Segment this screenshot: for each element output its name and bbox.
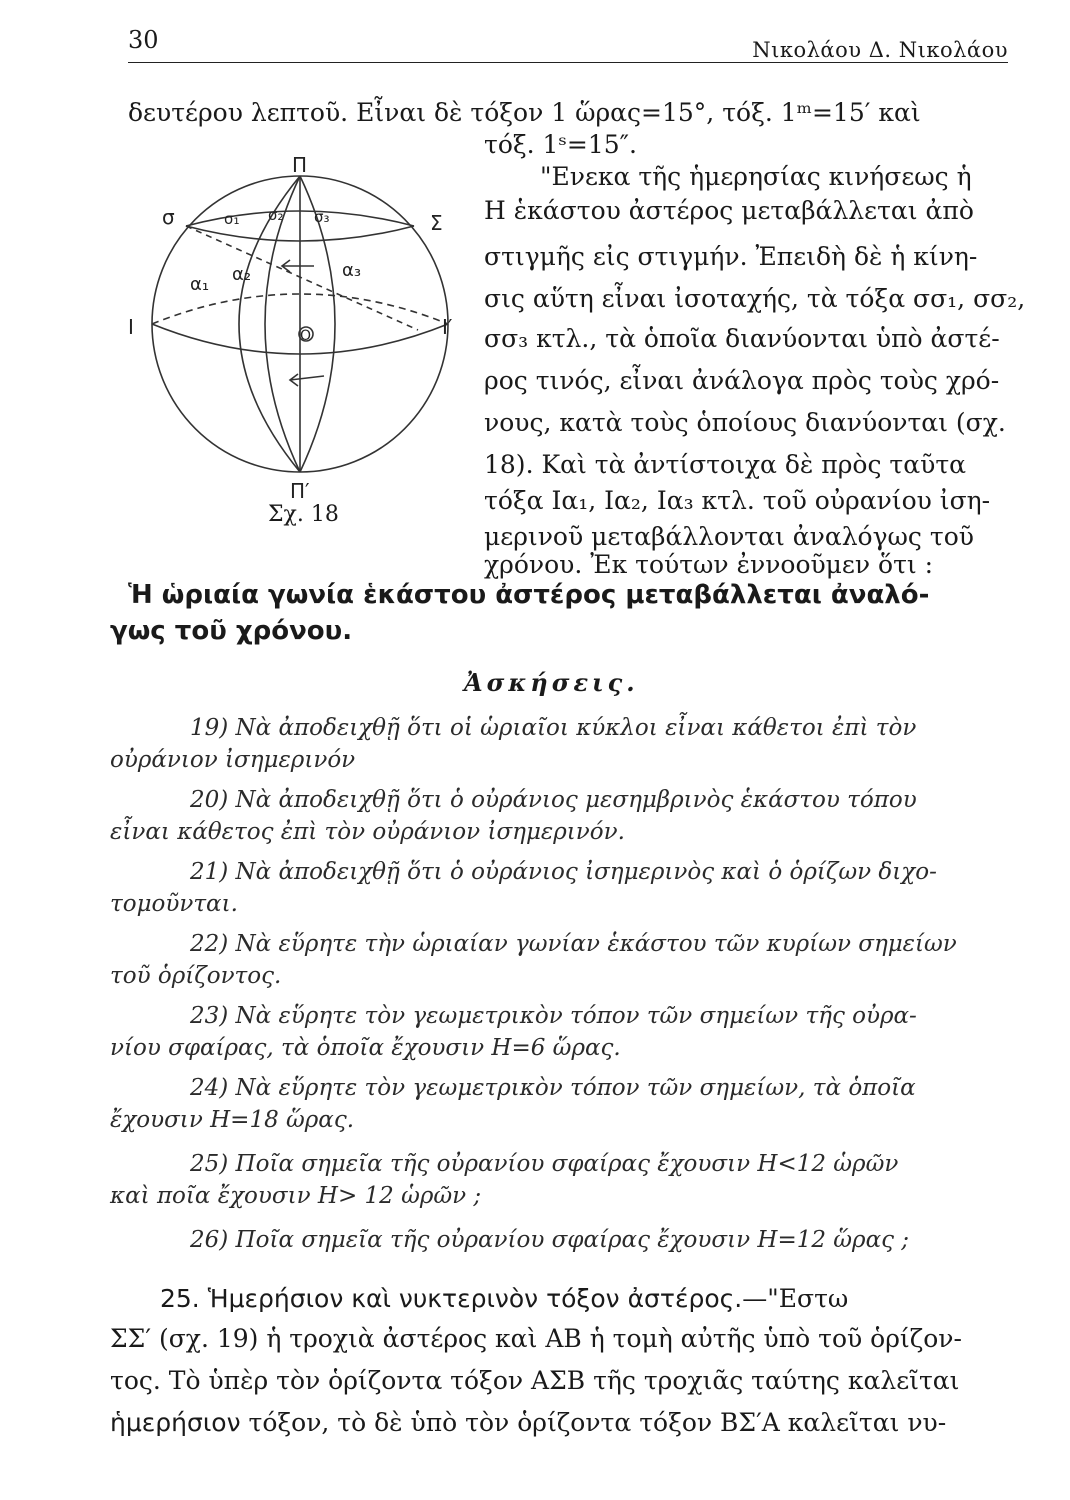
label-sigma-left: σ bbox=[162, 205, 175, 229]
paragraph-line-8: 18). Καὶ τὰ ἀντίστοιχα δὲ πρὸς ταῦτα bbox=[484, 450, 967, 479]
exercise-26-line-1: 26) Ποῖα σημεῖα τῆς οὐρανίου σφαίρας ἔχουσιν Η=12 ὥρας ; bbox=[190, 1227, 910, 1253]
paragraph-line-2: Η ἑκάστου ἀστέρος μεταβάλλεται ἀπὸ bbox=[484, 196, 974, 225]
paragraph-line-1: "Ενεκα τῆς ἡμερησίας κινήσεως ἡ bbox=[540, 162, 972, 191]
exercise-23-line-1: 23) Νὰ εὕρητε τὸν γεωμετρικὸν τόπον τῶν σημείων τῆς οὐρα- bbox=[190, 1003, 917, 1029]
paragraph-line-11: χρόνου. Ἐκ τούτων ἐννοοῦμεν ὅτι : bbox=[484, 550, 934, 579]
exercise-19-line-1: 19) Νὰ ἀποδειχθῇ ὅτι οἱ ὡριαῖοι κύκλοι εἶναι κάθετοι ἐπὶ τὸν bbox=[190, 715, 917, 741]
exercise-21-line-2: τομοῦνται. bbox=[110, 891, 238, 917]
exercise-24-line-1: 24) Νὰ εὕρητε τὸν γεωμετρικὸν τόπον τῶν σημείων, τὰ ὁποῖα bbox=[190, 1075, 916, 1101]
label-left-point: Ι bbox=[128, 315, 134, 339]
exercise-22-line-1: 22) Νὰ εὕρητε τὴν ὡριαίαν γωνίαν ἑκάστου τῶν κυρίων σημείων bbox=[190, 931, 957, 957]
exercise-20-line-1: 20) Νὰ ἀποδειχθῇ ὅτι ὁ οὐράνιος μεσημβρινὸς ἑκάστου τόπου bbox=[190, 787, 917, 813]
exercise-25-line-1: 25) Ποῖα σημεῖα τῆς οὐρανίου σφαίρας ἔχουσιν Η<12 ὡρῶν bbox=[190, 1151, 899, 1177]
label-top-pole: Π bbox=[292, 153, 308, 177]
figure-caption: Σχ. 18 bbox=[268, 502, 339, 527]
label-s1: σ₁ bbox=[224, 210, 240, 228]
theorem-line-1: Ἡ ὡριαία γωνία ἑκάστου ἀστέρος μεταβάλλεται ἀναλό- bbox=[128, 580, 930, 610]
label-a1: α₁ bbox=[190, 274, 210, 295]
paragraph-line-4: σις αὕτη εἶναι ἰσοταχής, τὰ τόξα σσ₁, σσ₂, bbox=[484, 284, 1026, 313]
section-line1-rest: —"Εστω bbox=[742, 1284, 849, 1313]
paragraph-line-3: στιγμῆς εἰς στιγμήν. Ἐπειδὴ δὲ ἡ κίνη- bbox=[484, 242, 978, 271]
label-s3: σ₃ bbox=[314, 208, 330, 226]
paragraph-line-10: μερινοῦ μεταβάλλονται ἀναλόγως τοῦ bbox=[484, 522, 974, 551]
term-hemerision: ἡμερήσιον bbox=[110, 1408, 241, 1437]
exercise-21-line-1: 21) Νὰ ἀποδειχθῇ ὅτι ὁ οὐράνιος ἰσημερινὸς καὶ ὁ ὁρίζων διχο- bbox=[190, 859, 937, 885]
intro-line-1: δευτέρου λεπτοῦ. Εἶναι δὲ τόξον 1 ὥρας=15°, τόξ. 1ᵐ=15′ καὶ bbox=[128, 98, 921, 127]
section-line-4 bbox=[110, 1406, 946, 1440]
section-line-3: τος. Τὸ ὑπὲρ τὸν ὁρίζοντα τόξον ΑΣΒ τῆς τροχιᾶς ταύτης καλεῖται bbox=[110, 1366, 960, 1395]
arrow-lower bbox=[290, 374, 324, 386]
figure-celestial-sphere bbox=[118, 148, 458, 528]
exercise-19-line-2: οὐράνιον ἰσημερινόν bbox=[110, 747, 356, 773]
label-a2: α₂ bbox=[232, 264, 252, 285]
section-line4-rest: τόξον, τὸ δὲ ὑπὸ τὸν ὁρίζοντα τόξον ΒΣ′Α καλεῖται νυ- bbox=[248, 1408, 947, 1437]
exercise-25-line-2: καὶ ποῖα ἔχουσιν Η> 12 ὡρῶν ; bbox=[110, 1183, 482, 1209]
section-title: 25. Ἡμερήσιον καὶ νυκτερινὸν τόξον ἀστέρος. bbox=[160, 1284, 743, 1313]
label-s2: σ₂ bbox=[268, 206, 284, 224]
theorem-line-2: γως τοῦ χρόνου. bbox=[110, 616, 353, 646]
section-line-2: ΣΣ′ (σχ. 19) ἡ τροχιὰ ἀστέρος καὶ ΑΒ ἡ τομὴ αὐτῆς ὑπὸ τοῦ ὁρίζον- bbox=[110, 1324, 962, 1353]
exercise-20-line-2: εἶναι κάθετος ἐπὶ τὸν οὐράνιον ἰσημερινόν. bbox=[110, 819, 625, 845]
arrow-upper bbox=[282, 260, 314, 272]
paragraph-line-7: νους, κατὰ τοὺς ὁποίους διανύονται (σχ. bbox=[484, 408, 1006, 437]
intro-line-2: τόξ. 1ˢ=15″. bbox=[484, 130, 637, 159]
exercise-24-line-2: ἔχουσιν Η=18 ὥρας. bbox=[110, 1107, 355, 1133]
paragraph-line-6: ρος τινός, εἶναι ἀνάλογα πρὸς τοὺς χρό- bbox=[484, 366, 1000, 395]
sphere-diagram bbox=[118, 148, 458, 528]
exercises-heading: Ἀσκήσεις. bbox=[464, 668, 639, 697]
label-right-point: Ι′ bbox=[442, 315, 453, 339]
label-a3: α₃ bbox=[342, 260, 362, 281]
label-bottom-pole: Π′ bbox=[290, 479, 310, 503]
exercise-22-line-2: τοῦ ὁρίζοντος. bbox=[110, 963, 282, 989]
exercise-23-line-2: νίου σφαίρας, τὰ ὁποῖα ἔχουσιν Η=6 ὥρας. bbox=[110, 1035, 621, 1061]
running-head: Νικολάου Δ. Νικολάου bbox=[752, 38, 1008, 62]
label-center: Ο bbox=[300, 328, 312, 344]
label-sigma-right: Σ bbox=[430, 211, 443, 235]
page-number: 30 bbox=[128, 26, 159, 54]
paragraph-line-9: τόξα Ια₁, Ια₂, Ια₃ κτλ. τοῦ οὐρανίου ἰση- bbox=[484, 486, 991, 515]
page-header bbox=[128, 18, 1008, 63]
paragraph-line-5: σσ₃ κτλ., τὰ ὁποῖα διανύονται ὑπὸ ἀστέ- bbox=[484, 324, 1000, 353]
section-title-line bbox=[160, 1282, 848, 1316]
